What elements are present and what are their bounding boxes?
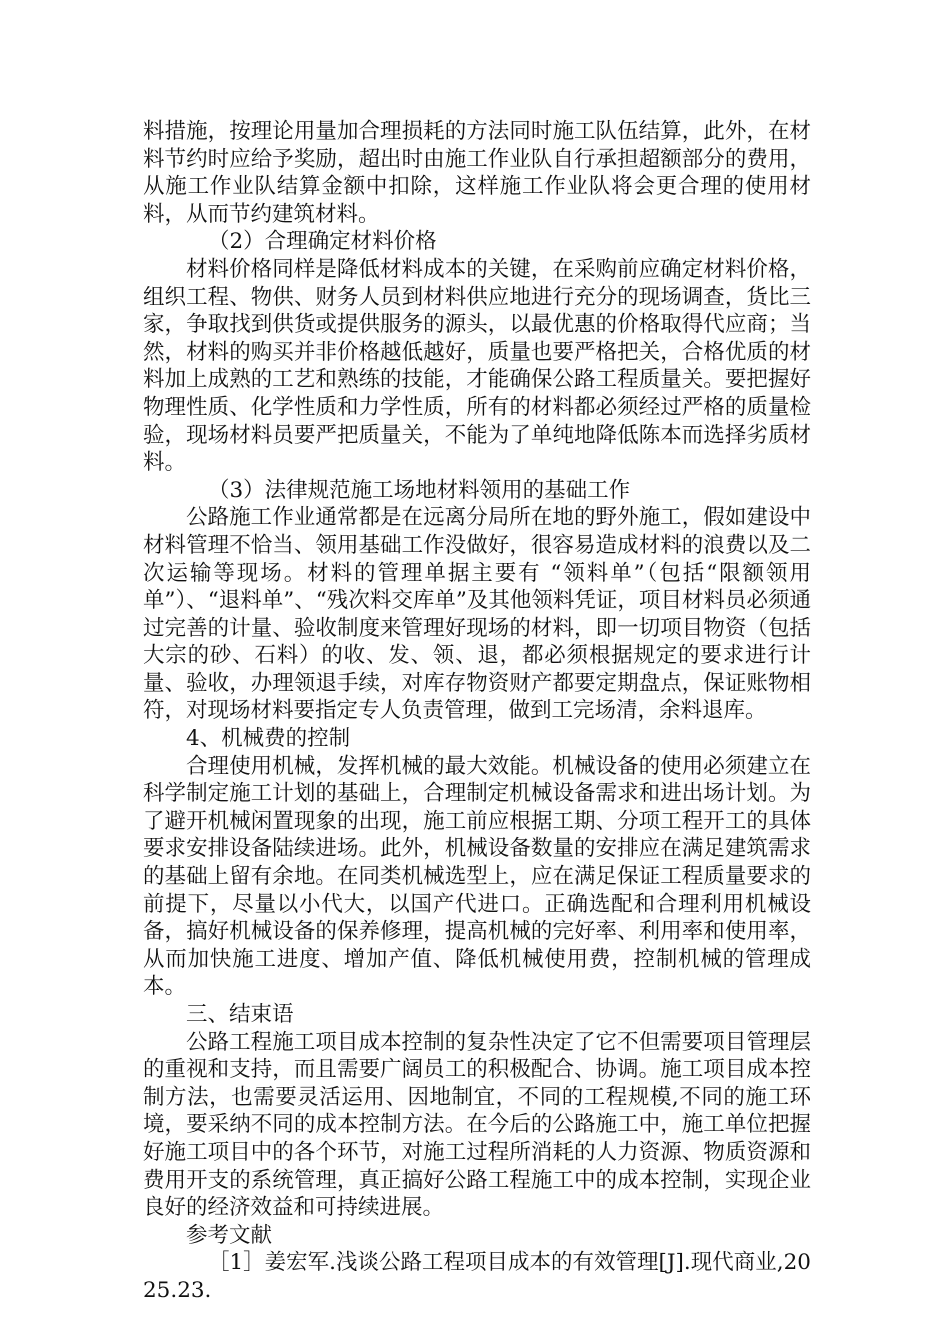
- paragraph-material-settlement: 料措施，按理论用量加合理损耗的方法同时施工队伍结算，此外，在材料节约时应给予奖励，超出时由施工作业队自行承担超额部分的费用，从施工作业队结算金额中扣除，这样施工作业队将会更合理的使用材料，从而节约建筑材料。: [143, 119, 811, 227]
- heading-material-requisition: （3）法律规范施工场地材料领用的基础工作: [208, 477, 631, 503]
- heading-material-price: （2）合理确定材料价格: [208, 229, 437, 255]
- heading-conclusion: 三、结束语: [186, 1002, 294, 1027]
- document-body: [143, 118, 811, 1305]
- reference-item: ［1］姜宏军.浅谈公路工程项目成本的有效管理[J].现代商业,2025.23.: [143, 1250, 811, 1303]
- paragraph-conclusion: 公路工程施工项目成本控制的复杂性决定了它不但需要项目管理层的重视和支持，而且需要广阔员工的积极配合、协调。施工项目成本控制方法，也需要灵活运用、因地制宜，不同的工程规模,不同的施工环境，要采纳不同的成本控制方法。在今后的公路施工中，施工单位把握好施工项目中的各个环节，对施工过程所消耗的人力资源、物质资源和费用开支的系统管理，真正搞好公路工程施工中的成本控制，实现企业良好的经济效益和可持续进展。: [143, 1029, 811, 1221]
- heading-machinery-cost: 4、机械费的控制: [186, 726, 351, 752]
- paragraph-machinery-cost: 合理使用机械，发挥机械的最大效能。机械设备的使用必须建立在科学制定施工计划的基础上，合理制定机械设备需求和进出场计划。为了避开机械闲置现象的出现，施工前应根据工期、分项工程开工的具体要求安排设备陆续进场。此外，机械设备数量的安排应在满足建筑需求的基础上留有余地。在同类机械选型上，应在满足保证工程质量要求的前提下，尽量以小代大，以国产代进口。正确选配和合理利用机械设备，搞好机械设备的保养修理，提高机械的完好率、利用率和使用率，从而加快施工进度、增加产值、降低机械使用费，控制机械的管理成本。: [143, 753, 811, 1000]
- paragraph-material-requisition: 公路施工作业通常都是在远离分局所在地的野外施工，假如建设中材料管理不恰当、领用基础工作没做好，很容易造成材料的浪费以及二次运输等现场。材料的管理单据主要有 “领料单”（包括“限额领用单”）、“退料单”、“残次料交库单”及其他领料凭证，项目材料员必须通过完善的计量、验收制度来管理好现场的材料，即一切项目物资（包括大宗的砂、石料）的收、发、领、退，都必须根据规定的要求进行计量、验收，办理领退手续，对库存物资财产都要定期盘点，保证账物相符，对现场材料要指定专人负责管理，做到工完场清，余料退库。: [143, 505, 811, 724]
- heading-references: 参考文献: [186, 1222, 273, 1248]
- paragraph-material-price: 材料价格同样是降低材料成本的关键，在采购前应确定材料价格，组织工程、物供、财务人员到材料供应地进行充分的现场调查，货比三家，争取找到供货或提供服务的源头，以最优惠的价格取得代应商；当然，材料的购买并非价格越低越好，质量也要严格把关，合格优质的材料加上成熟的工艺和熟练的技能，才能确保公路工程质量关。要把握好物理性质、化学性质和力学性质，所有的材料都必须经过严格的质量检验，现场材料员要严把质量关，不能为了单纯地降低陈本而选择劣质材料。: [143, 256, 811, 476]
